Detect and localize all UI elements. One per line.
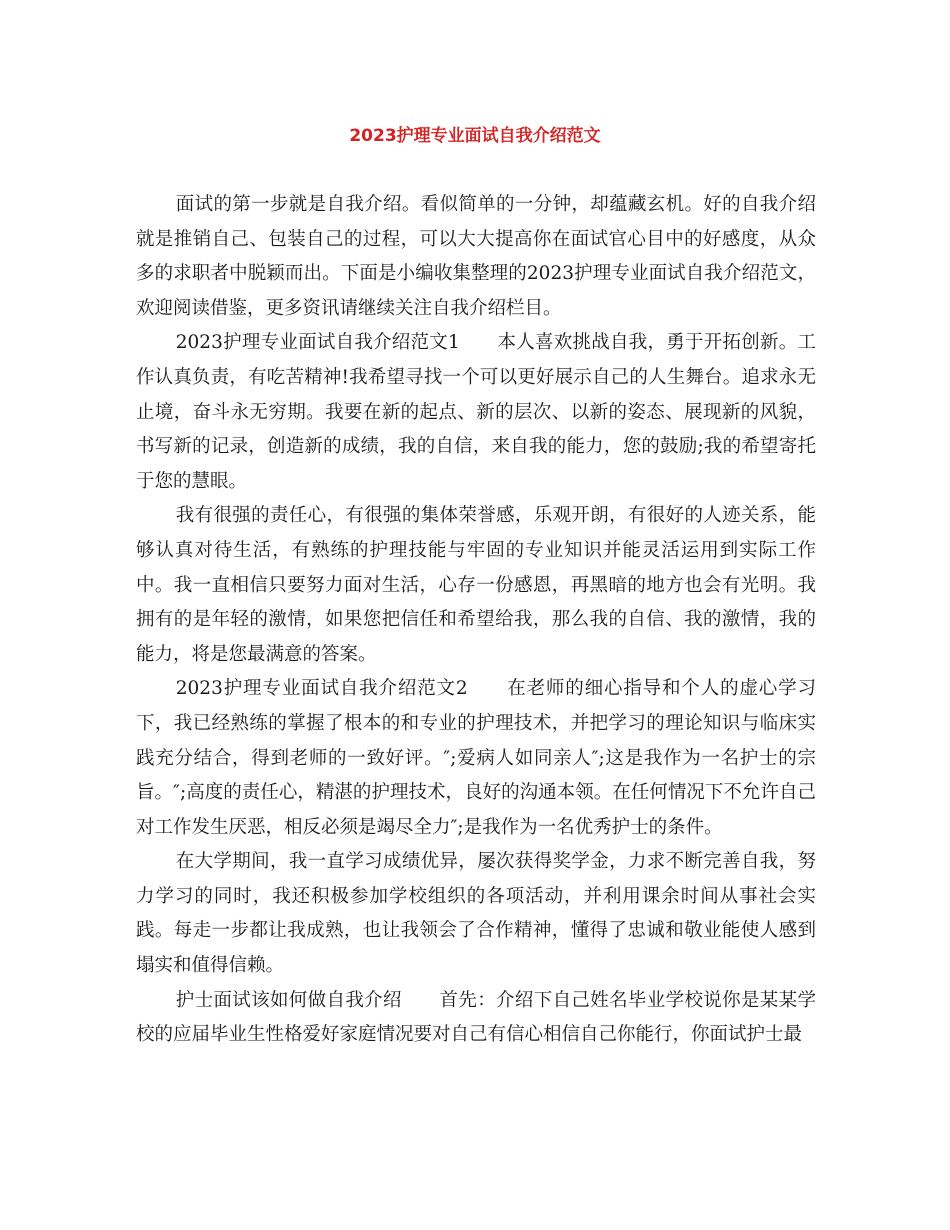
paragraph-sample-1: 2023护理专业面试自我介绍范文1 本人喜欢挑战自我，勇于开拓创新。工作认真负责，有吃苦精神!我希望寻找一个可以更好展示自己的人生舞台。追求永无止境，奋斗永无穷期。我要在新的起点、新的层次、以新的姿态、展现新的风貌，书写新的记录，创造新的成绩，我的自信，来自我的能力，您的鼓励;我的希望寄托于您的慧眼。 (136, 332, 816, 492)
document-title: 2023护理专业面试自我介绍范文 (349, 126, 601, 146)
paragraph-how-to-introduce: 护士面试该如何做自我介绍 首先：介绍下自己姓名毕业学校说你是某某学校的应届毕业生性格爱好家庭情况要对自己有信心相信自己你能行，你面试护士最 (136, 989, 816, 1046)
paragraph-university: 在大学期间，我一直学习成绩优异，屡次获得奖学金，力求不断完善自我，努力学习的同时，我还积极参加学校组织的各项活动，并利用课余时间从事社会实践。每走一步都让我成熟，也让我领会了合作精神，懂得了忠诚和敬业能使人感到塌实和值得信赖。 (136, 851, 816, 977)
paragraph-sample-2: 2023护理专业面试自我介绍范文2 在老师的细心指导和个人的虚心学习下，我已经熟练的掌握了根本的和专业的护理技术，并把学习的理论知识与临床实践充分结合，得到老师的一致好评。″;爱病人如同亲人″;这是我作为一名护士的宗旨。″;高度的责任心，精湛的护理技术，良好的沟通本领。在任何情况下不允许自己对工作发生厌恶，相反必须是竭尽全力″;是我作为一名优秀护士的条件。 (136, 678, 816, 838)
document-body (136, 188, 816, 1053)
paragraph-intro: 面试的第一步就是自我介绍。看似简单的一分钟，却蕴藏玄机。好的自我介绍就是推销自己、包装自己的过程，可以大大提高你在面试官心目中的好感度，从众多的求职者中脱颖而出。下面是小编收集整理的2023护理专业面试自我介绍范文，欢迎阅读借鉴，更多资讯请继续关注自我介绍栏目。 (136, 194, 816, 319)
paragraph-responsibility: 我有很强的责任心，有很强的集体荣誉感，乐观开朗，有很好的人迹关系，能够认真对待生活，有熟练的护理技能与牢固的专业知识并能灵活运用到实际工作中。我一直相信只要努力面对生活，心存一份感恩，再黑暗的地方也会有光明。我拥有的是年轻的激情，如果您把信任和希望给我，那么我的自信、我的激情，我的能力，将是您最满意的答案。 (136, 505, 816, 665)
